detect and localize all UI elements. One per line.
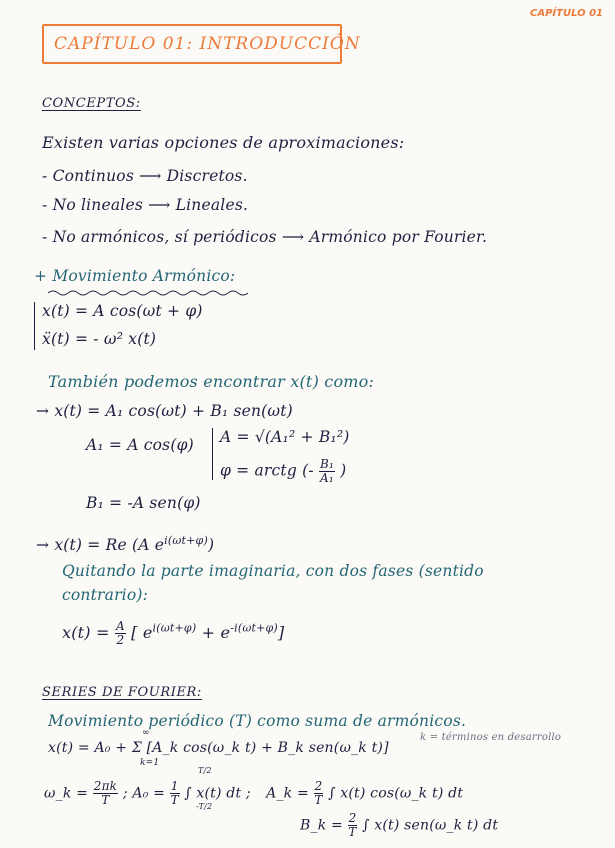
eq5-exponent-2: -i(ωt+φ): [230, 621, 278, 635]
a0-integral: ∫ x(t) dt ;: [184, 785, 251, 802]
concepto-item-3: - No armónicos, sí periódicos ⟶ Armónico por Fourier.: [42, 228, 488, 246]
chapter-tag: CAPÍTULO 01: [530, 8, 603, 19]
bk-den: T: [348, 825, 357, 839]
phi-close: ): [340, 461, 347, 480]
ak-integral: ∫ x(t) cos(ω_k t) dt: [328, 785, 464, 802]
a-magnitude-eq: A = √(A₁² + B₁²): [220, 428, 350, 446]
eq5-num: A: [115, 619, 125, 633]
ak-num: 2: [314, 779, 323, 793]
b1-eq: B₁ = -A sen(φ): [86, 494, 201, 512]
movimiento-heading: + Movimiento Armónico:: [34, 267, 236, 285]
concepto-item-2: - No lineales ⟶ Lineales.: [42, 196, 249, 214]
series-coeffs: [44, 780, 463, 807]
conceptos-heading: CONCEPTOS:: [42, 96, 141, 111]
concepto-item-1: - Continuos ⟶ Discretos.: [42, 167, 248, 185]
a-brace: [212, 428, 213, 480]
contrario-text: contrario):: [62, 586, 149, 604]
a0-fraction: [170, 780, 180, 807]
eq4-pre: → x(t) = Re (A e: [36, 536, 165, 555]
a0-num: 1: [170, 779, 179, 793]
sum-lower-limit: k=1: [140, 758, 160, 768]
sum-upper-limit: ∞: [142, 728, 150, 738]
wave-underline: [48, 288, 248, 298]
eq5-pre: x(t) =: [62, 623, 110, 642]
bk-integral: ∫ x(t) sen(ω_k t) dt: [362, 817, 499, 834]
bk-fraction: [348, 812, 358, 839]
quitando-text: Quitando la parte imaginaria, con dos fases (sentido: [62, 562, 484, 580]
int-upper-limit: T/2: [198, 766, 212, 775]
phi-fraction: [319, 458, 335, 485]
series-note: k = términos en desarrollo: [420, 732, 562, 743]
eq4-post: ): [207, 536, 215, 555]
movimiento-eq1: x(t) = A cos(ωt + φ): [42, 302, 203, 320]
chapter-title-box: [42, 24, 361, 64]
bk-eq: [300, 812, 498, 839]
eq5-body: [ e: [131, 623, 153, 642]
eq5-fraction: [115, 620, 126, 647]
conceptos-intro: Existen varias opciones de aproximaciones:: [42, 133, 405, 152]
wk-den: T: [101, 793, 110, 807]
wk-fraction: [93, 780, 118, 807]
ak-fraction: [314, 780, 324, 807]
movimiento-eq2: ẍ(t) = - ω² x(t): [42, 330, 157, 348]
phi-eq-text: φ = arctg (-: [220, 461, 314, 480]
eq5-end: ]: [277, 623, 285, 642]
eq5-exponent-1: i(ωt+φ): [152, 621, 197, 635]
movimiento-eq3: → x(t) = A₁ cos(ωt) + B₁ sen(ωt): [36, 402, 293, 420]
ak-pre: A_k =: [266, 785, 309, 802]
wk-pre: ω_k =: [44, 785, 89, 802]
phi-den: A₁: [320, 471, 334, 485]
movimiento-eq4: [36, 534, 214, 554]
movimiento-eq5: [62, 620, 284, 647]
wk-num: 2πk: [93, 779, 118, 793]
bk-num: 2: [348, 811, 357, 825]
ak-den: T: [314, 793, 323, 807]
phi-num: B₁: [319, 457, 334, 471]
phi-eq: [220, 458, 346, 485]
equation-brace: [34, 302, 35, 350]
a0-pre: ; A₀ =: [122, 785, 166, 802]
eq4-exponent: i(ωt+φ): [164, 534, 208, 547]
a1-eq: A₁ = A cos(φ): [86, 436, 194, 454]
eq5-den: 2: [116, 633, 125, 647]
a0-den: T: [170, 793, 179, 807]
chapter-title: CAPÍTULO 01: INTRODUCCIÓN: [54, 34, 361, 54]
int-lower-limit: -T/2: [196, 802, 213, 811]
series-intro: Movimiento periódico (T) como suma de armónicos.: [48, 712, 467, 730]
bk-pre: B_k =: [300, 817, 343, 834]
tambien-text: También podemos encontrar x(t) como:: [48, 372, 375, 391]
series-heading: SERIES DE FOURIER:: [42, 685, 202, 700]
eq5-mid: + e: [196, 623, 231, 642]
series-eq1: x(t) = A₀ + Σ [A_k cos(ω_k t) + B_k sen(ω_k t)]: [48, 740, 389, 756]
